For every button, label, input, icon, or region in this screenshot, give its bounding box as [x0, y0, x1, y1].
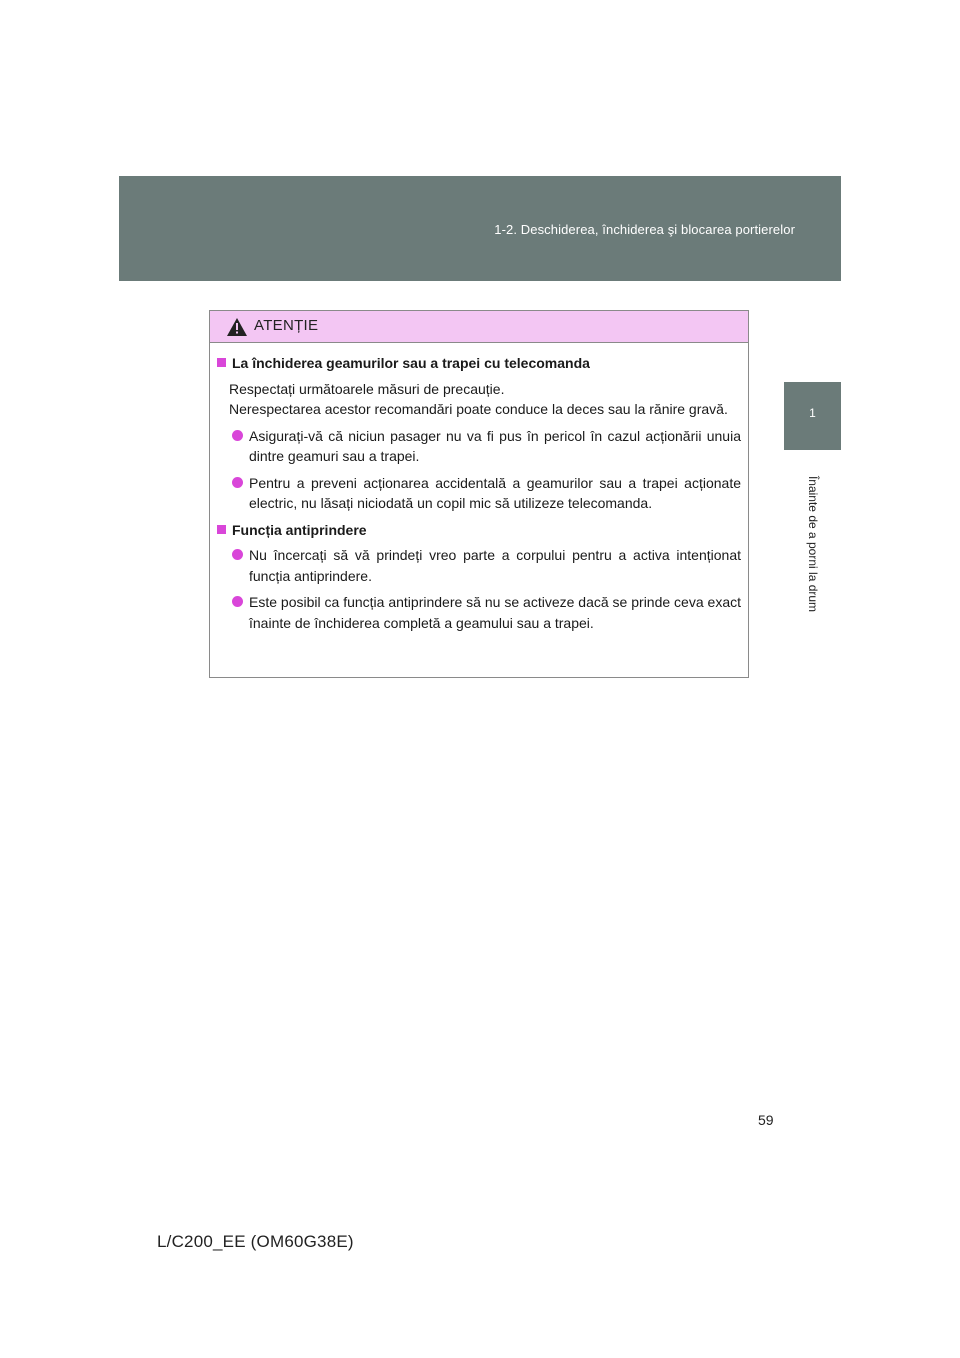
chapter-tab: [784, 382, 841, 450]
list-item: [217, 426, 741, 467]
list-item-text: Asigurați-vă că niciun pasager nu va fi pus în pericol în cazul acționării unuia dintre geamuri sau a trapei.: [249, 427, 741, 464]
section-title-antipinch: [217, 520, 741, 541]
list-item-text: Nu încercați să vă prindeți vreo parte a corpului pentru a activa intenționat funcția antiprindere.: [249, 547, 741, 584]
caution-header: [210, 311, 748, 343]
square-bullet-icon: [217, 358, 226, 367]
square-bullet-icon: [217, 525, 226, 534]
round-bullet-icon: [232, 477, 243, 488]
chapter-number: 1: [809, 406, 816, 420]
section-heading-text: Funcția antiprindere: [232, 521, 367, 538]
caution-title: ATENȚIE: [254, 317, 319, 334]
list-item: [217, 592, 741, 633]
round-bullet-icon: [232, 596, 243, 607]
caution-box: [209, 310, 749, 678]
chapter-label-container: [784, 454, 841, 634]
paragraph-line: Nerespectarea acestor recomandări poate conduce la deces sau la rănire gravă.: [229, 401, 728, 417]
header-band: [119, 176, 841, 281]
section-antipinch: [217, 520, 741, 634]
chapter-label: Înainte de a porni la drum: [805, 475, 820, 613]
list-item-text: Este posibil ca funcția antiprindere să nu se activeze dacă se prinde ceva exact înainte de închiderea completă a geamului sau a trapei.: [249, 594, 741, 631]
section-heading-text: La închiderea geamurilor sau a trapei cu telecomanda: [232, 355, 590, 371]
paragraph: [217, 379, 741, 420]
warning-triangle-icon: [226, 317, 248, 337]
section-title: 1-2. Deschiderea, închiderea şi blocarea portierelor: [494, 222, 795, 237]
caution-body: [210, 343, 748, 639]
document-code: L/C200_EE (OM60G38E): [157, 1232, 354, 1251]
round-bullet-icon: [232, 430, 243, 441]
round-bullet-icon: [232, 549, 243, 560]
section-remote-closing: [217, 353, 741, 514]
paragraph-line: Respectați următoarele măsuri de precauție.: [229, 380, 505, 397]
list-item: [217, 473, 741, 514]
section-title-remote: [217, 353, 741, 374]
list-item: [217, 545, 741, 586]
list-item-text: Pentru a preveni acționarea accidentală a geamurilor sau a trapei acționate electric, nu lăsați niciodată un copil mic să utilizeze telecomanda.: [249, 474, 741, 511]
page-number: 59: [758, 1112, 774, 1128]
